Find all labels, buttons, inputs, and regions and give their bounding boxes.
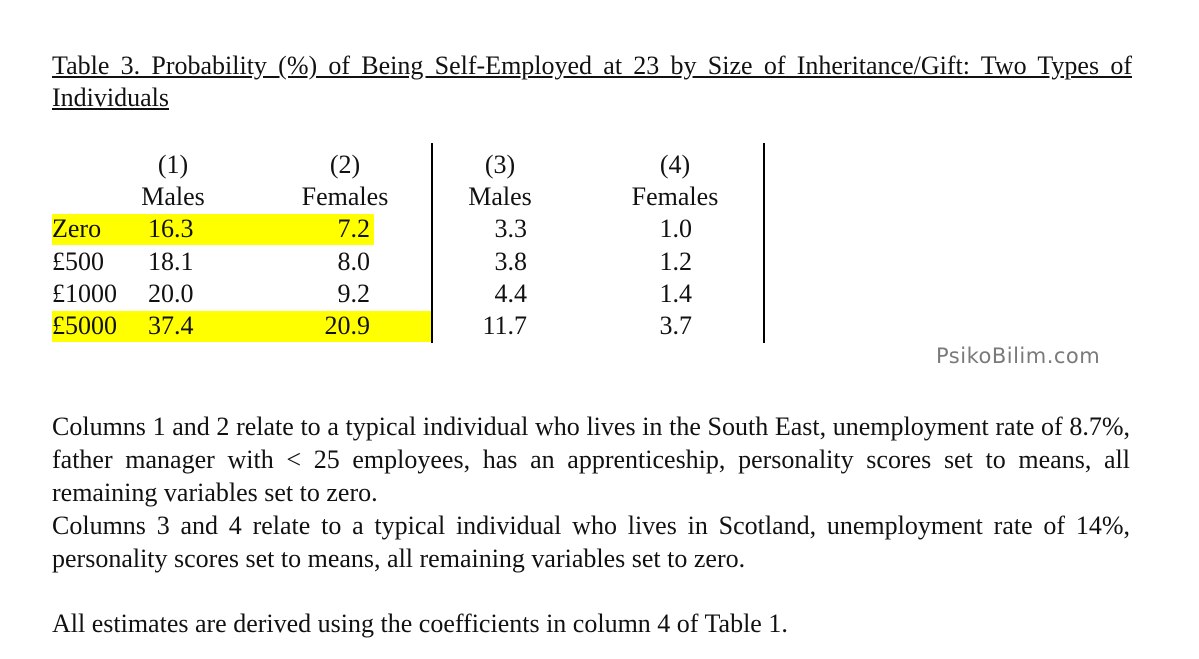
table-cell: 16.3: [148, 214, 194, 243]
table-cell: 20.9: [324, 311, 370, 340]
row-label: Zero: [52, 214, 102, 243]
col2-number: (2): [329, 150, 361, 179]
table-cell: 7.2: [337, 214, 370, 243]
watermark: PsikoBilim.com: [936, 344, 1101, 368]
col3-label: Males: [468, 182, 532, 211]
col2-label: Females: [301, 182, 389, 211]
col4-label: Females: [631, 182, 719, 211]
note-estimates: All estimates are derived using the coefficients in column 4 of Table 1.: [52, 609, 788, 638]
table-cell: 9.2: [337, 279, 370, 308]
table-cell: 1.0: [659, 214, 692, 243]
row-label: £1000: [52, 279, 117, 308]
table-cell: 1.4: [659, 279, 692, 308]
table-cell: 8.0: [337, 247, 370, 276]
note-columns-1-2: Columns 1 and 2 relate to a typical individual who lives in the South East, unemployment rate of 8.7%, father manager with < 25 employees, has an apprenticeship, personality scores set to means, all remaining variables set to zero.: [52, 412, 1130, 507]
col3-number: (3): [484, 150, 516, 179]
table-cell: 1.2: [659, 247, 692, 276]
table-title: Table 3. Probability (%) of Being Self-Employed at 23 by Size of Inheritance/Gift: Two Types of Individuals: [52, 51, 1132, 112]
row-label: £500: [52, 247, 104, 276]
table-cell: 11.7: [482, 311, 527, 340]
table-cell: 20.0: [148, 279, 194, 308]
table-cell: 3.7: [659, 311, 692, 340]
note-columns-3-4: Columns 3 and 4 relate to a typical individual who lives in Scotland, unemployment rate of 14%, personality scores set to means, all remaining variables set to zero.: [52, 511, 1130, 573]
table-cell: 37.4: [148, 311, 194, 340]
column-divider-right: [763, 143, 765, 343]
table-cell: 3.8: [494, 247, 527, 276]
row-label: £5000: [52, 311, 117, 340]
col4-number: (4): [659, 150, 691, 179]
col1-label: Males: [141, 182, 205, 211]
table-cell: 4.4: [494, 279, 527, 308]
table-cell: 18.1: [148, 247, 194, 276]
column-divider-left: [431, 143, 433, 343]
table-cell: 3.3: [494, 214, 527, 243]
col1-number: (1): [157, 150, 189, 179]
